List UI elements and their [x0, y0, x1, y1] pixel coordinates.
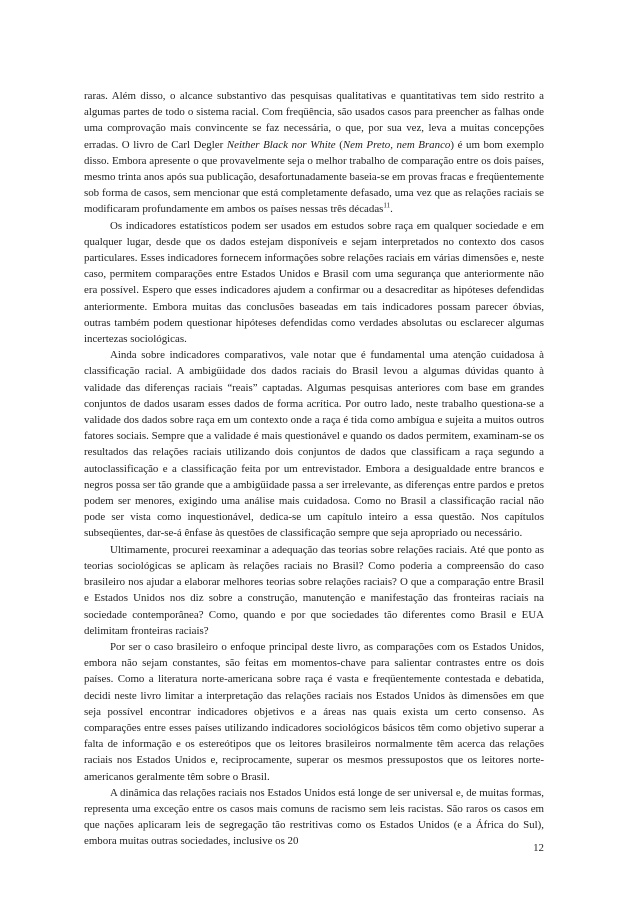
paragraph-1-text-a: raras. Além disso, o alcance substantivo das pesquisas qualitativas e quantitativas tem sido restrito a algumas partes de todo o sistema racial. Com freqüência, são usados casos para preencher as falhas onde uma comprovação mais convincente se faz necessária, o que, por sua vez, leva a muitas concepções erradas. O livro de Carl Degler — [84, 90, 544, 151]
footnote-reference[interactable]: 11 — [383, 201, 391, 210]
paragraph-3: Ainda sobre indicadores comparativos, vale notar que é fundamental uma atenção cuidadosa à classificação racial. A ambigüidade dos dados raciais do Brasil levou a algumas dúvidas quanto à validade das diferenças raciais “reais” captadas. Algumas pesquisas anteriores com base em grandes conjuntos de dados usaram esses dados de forma acrítica. Por outro lado, neste trabalho questiona-se a validade dos dados sobre raça em um contexto onde a raça é tida como ambígua e sujeita a muitos outros fatores sociais. Sempre que a validade é mais questionável e quando os dados permitem, examinam-se os resultados das relações raciais utilizando dois conjuntos de dados que classificam a raça segundo a autoclassificação e a classificação feita por um entrevistador. Embora a desigualdade entre brancos e negros possa ser tão grande que a ambigüidade passa a ser irrelevante, as diferenças entre pardos e pretos podem ser menores, exigindo uma análise mais cuidadosa. Como no Brasil a classificação racial não pode ser vista como inquestionável, dedica-se um capítulo inteiro a essa questão. Nos capítulos subseqüentes, dar-se-á ênfase às questões de classificação sempre que seja apropriado ou necessário. — [84, 349, 544, 540]
book-title-portuguese: Nem Preto, nem Branco — [342, 138, 451, 151]
paragraph-1-text-c: ) é um bom exemplo disso. Embora apresente o que provavelmente seja o melhor trabalho de comparação entre os dois países, mesmo trinta anos após sua publicação, desafortunadamente baseia-se em provas fracas e freqüentemente sob forma de casos, sem mencionar que está completamente defasado, uma vez que as relações raciais se modificaram profundamente em ambos os países nessas três décadas — [84, 138, 544, 216]
paragraph-1-text-b: ( — [335, 138, 343, 151]
book-title-english: Neither Black nor White — [226, 138, 336, 151]
paragraph-1 — [84, 88, 544, 218]
paragraph-6: A dinâmica das relações raciais nos Estados Unidos está longe de ser universal e, de muitas formas, representa uma exceção entre os casos mais comuns de racismo sem leis racistas. São raros os casos em que nações aplicaram leis de segregação tão restritivas como os Estados Unidos (e a África do Sul), embora muitas outras sociedades, inclusive os 20 — [84, 786, 544, 848]
page-number: 12 — [533, 842, 544, 854]
paragraph-2: Os indicadores estatísticos podem ser usados em estudos sobre raça em qualquer sociedade e em qualquer lugar, desde que os dados estejam disponíveis e sejam interpretados no contexto dos casos particulares. Esses indicadores fornecem informações sobre relações raciais em várias dimensões e, neste caso, permitem comparações entre Estados Unidos e Brasil com uma segurança que anteriormente não era possível. Espero que esses indicadores ajudem a confirmar ou a desacreditar as hipóteses defendidas anteriormente. Embora muitas das conclusões baseadas em tais indicadores possam parecer óbvias, outras também podem questionar hipóteses defendidas como verdades absolutas ou esclarecer algumas incertezas sociológicas. — [84, 219, 544, 346]
paragraph-1-text-d: . — [390, 203, 393, 216]
paragraph-4: Ultimamente, procurei reexaminar a adequação das teorias sobre relações raciais. Até que ponto as teorias sociológicas se aplicam às relações raciais no Brasil? Como poderia a compreensão do caso brasileiro nos ajudar a elaborar melhores teorias sobre relações raciais? O que a comparação entre Brasil e Estados Unidos nos diz sobre a construção, manutenção e manifestação das fronteiras raciais na sociedade contemporânea? Como, quando e por que sociedades tão diferentes como Brasil e EUA delimitam fronteiras raciais? — [84, 543, 544, 637]
document-page — [84, 88, 544, 850]
paragraph-5: Por ser o caso brasileiro o enfoque principal deste livro, as comparações com os Estados Unidos, embora não sejam constantes, são feitas em momentos-chave para salientar contrastes entre os dois países. Como a literatura norte-americana sobre raça é vasta e freqüentemente contestada e debatida, decidi neste livro limitar a interpretação das relações raciais nos Estados Unidos às dimensões em que seja possível encontrar indicadores objetivos e a áreas nas quais exista um certo consenso. As comparações entre esses países utilizando indicadores sociológicos básicos têm como objetivo superar a falta de informação e os estereótipos que os leitores brasileiros normalmente têm acerca das relações raciais nos Estados Unidos e, reciprocamente, superar os mesmos pressupostos que os leitores norte-americanos geralmente têm sobre o Brasil. — [84, 640, 544, 783]
